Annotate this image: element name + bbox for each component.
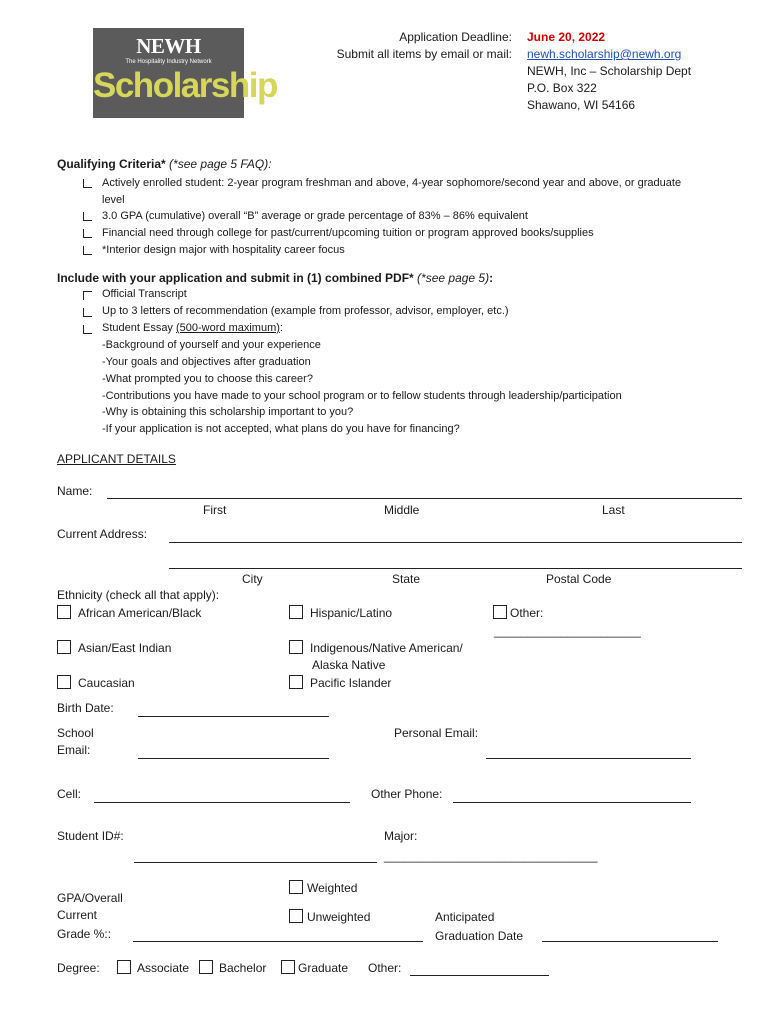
criteria-item: Financial need through college for past/current/upcoming tuition or program approved books/supplies bbox=[102, 227, 594, 239]
degree-bachelor-checkbox[interactable] bbox=[199, 960, 213, 974]
logo-tagline: The Hospitality Industry Network bbox=[125, 59, 212, 65]
include-item: Up to 3 letters of recommendation (example from professor, advisor, employer, etc.) bbox=[102, 305, 509, 317]
first-name-caption: First bbox=[203, 503, 227, 517]
criteria-heading: Qualifying Criteria* bbox=[57, 157, 166, 171]
city-caption: City bbox=[242, 572, 263, 586]
gpa-label-2: Current bbox=[57, 908, 98, 922]
school-email-field[interactable] bbox=[138, 758, 329, 759]
criteria-checkbox[interactable] bbox=[83, 179, 92, 188]
degree-label: Degree: bbox=[57, 961, 100, 975]
criteria-heading-row bbox=[57, 157, 272, 171]
cell-field[interactable] bbox=[94, 802, 350, 803]
ethnicity-indigenous-checkbox[interactable] bbox=[289, 640, 303, 654]
student-id-label: Student ID#: bbox=[57, 829, 124, 843]
criteria-item: *Interior design major with hospitality career focus bbox=[102, 244, 345, 256]
newh-scholarship-logo bbox=[93, 28, 277, 118]
logo-word: Scholarship bbox=[93, 66, 277, 105]
ethnicity-asian-label: Asian/East Indian bbox=[78, 641, 172, 655]
last-name-caption: Last bbox=[602, 503, 625, 517]
deadline-value: June 20, 2022 bbox=[527, 30, 606, 44]
student-id-field[interactable] bbox=[134, 862, 377, 863]
birth-date-field[interactable] bbox=[138, 716, 329, 717]
degree-other-label: Other: bbox=[368, 961, 402, 975]
state-caption: State bbox=[392, 572, 421, 586]
ethnicity-pacific-checkbox[interactable] bbox=[289, 675, 303, 689]
degree-graduate-checkbox[interactable] bbox=[281, 960, 295, 974]
submission-email-link[interactable]: newh.scholarship@newh.org bbox=[527, 47, 682, 61]
ethnicity-indigenous-label-2: Alaska Native bbox=[312, 658, 386, 672]
graduation-date-label: Anticipated bbox=[435, 910, 495, 924]
name-label: Name: bbox=[57, 484, 93, 498]
criteria-checkbox[interactable] bbox=[83, 212, 92, 221]
ethnicity-other-checkbox[interactable] bbox=[493, 605, 507, 619]
other-phone-field[interactable] bbox=[453, 802, 691, 803]
personal-email-field[interactable] bbox=[486, 758, 691, 759]
address-field[interactable] bbox=[169, 542, 742, 543]
essay-point: -Why is obtaining this scholarship important to you? bbox=[102, 406, 354, 418]
unweighted-label: Unweighted bbox=[307, 910, 371, 924]
personal-email-label: Personal Email: bbox=[394, 726, 479, 740]
ethnicity-caucasian-checkbox[interactable] bbox=[57, 675, 71, 689]
essay-item: Student Essay (500-word maximum): bbox=[102, 322, 283, 334]
degree-associate-label: Associate bbox=[137, 961, 190, 975]
school-email-label-2: Email: bbox=[57, 743, 91, 757]
degree-bachelor-label: Bachelor bbox=[219, 961, 267, 975]
ethnicity-african-label: African American/Black bbox=[78, 606, 202, 620]
major-label: Major: bbox=[384, 829, 418, 843]
middle-name-caption: Middle bbox=[384, 503, 420, 517]
criteria-item: 3.0 GPA (cumulative) overall “B” average or grade percentage of 83% – 86% equivalent bbox=[102, 210, 528, 222]
school-email-label: School bbox=[57, 726, 94, 740]
weighted-checkbox[interactable] bbox=[289, 880, 303, 894]
major-field[interactable]: ________________________________ bbox=[384, 849, 598, 863]
ethnicity-label: Ethnicity (check all that apply): bbox=[57, 588, 220, 602]
gpa-label-3: Grade %:: bbox=[57, 927, 112, 941]
applicant-details-title: APPLICANT DETAILS bbox=[57, 452, 176, 466]
ethnicity-african-checkbox[interactable] bbox=[57, 605, 71, 619]
ethnicity-hispanic-checkbox[interactable] bbox=[289, 605, 303, 619]
essay-limit: (500-word maximum) bbox=[176, 322, 280, 334]
degree-associate-checkbox[interactable] bbox=[117, 960, 131, 974]
gpa-label: GPA/Overall bbox=[57, 891, 123, 905]
ethnicity-pacific-label: Pacific Islander bbox=[310, 676, 392, 690]
criteria-checkbox[interactable] bbox=[83, 229, 92, 238]
essay-point: -If your application is not accepted, what plans do you have for financing? bbox=[102, 423, 460, 435]
essay-point: -What prompted you to choose this career? bbox=[102, 373, 313, 385]
include-note: (*see page 5) bbox=[417, 271, 490, 285]
ethnicity-hispanic-label: Hispanic/Latino bbox=[310, 606, 393, 620]
ethnicity-asian-checkbox[interactable] bbox=[57, 640, 71, 654]
mail-address-line: P.O. Box 322 bbox=[527, 81, 597, 95]
address-field-line-2[interactable] bbox=[169, 568, 742, 569]
logo-brand: NEWH bbox=[136, 34, 201, 58]
criteria-checkbox[interactable] bbox=[83, 246, 92, 255]
essay-point: -Background of yourself and your experience bbox=[102, 339, 321, 351]
graduation-date-label-2: Graduation Date bbox=[435, 929, 524, 943]
mail-address-line: NEWH, Inc – Scholarship Dept bbox=[527, 64, 692, 78]
include-checkbox[interactable] bbox=[83, 291, 92, 300]
mail-address-line: Shawano, WI 54166 bbox=[527, 98, 636, 112]
graduation-date-field[interactable] bbox=[542, 941, 718, 942]
include-checkbox[interactable] bbox=[83, 308, 92, 317]
other-phone-label: Other Phone: bbox=[371, 787, 443, 801]
deadline-label: Application Deadline: bbox=[399, 30, 512, 44]
submit-label: Submit all items by email or mail: bbox=[336, 47, 512, 61]
ethnicity-other-field[interactable]: ______________________ bbox=[494, 624, 641, 638]
include-heading: Include with your application and submit in (1) combined PDF* bbox=[57, 271, 414, 285]
degree-other-field[interactable] bbox=[410, 975, 549, 976]
criteria-item: Actively enrolled student: 2-year program freshman and above, 4-year sophomore/second year and above, or graduate bbox=[102, 177, 682, 189]
criteria-note: (*see page 5 FAQ): bbox=[169, 157, 272, 171]
include-item: Official Transcript bbox=[102, 288, 187, 300]
cell-label: Cell: bbox=[57, 787, 82, 801]
gpa-field[interactable] bbox=[133, 941, 423, 942]
unweighted-checkbox[interactable] bbox=[289, 909, 303, 923]
weighted-label: Weighted bbox=[307, 881, 358, 895]
include-heading-row: Include with your application and submit in (1) combined PDF* (*see page 5): bbox=[57, 271, 494, 285]
ethnicity-indigenous-label: Indigenous/Native American/ bbox=[310, 641, 463, 655]
degree-graduate-label: Graduate bbox=[298, 961, 349, 975]
criteria-item-continued: level bbox=[102, 194, 125, 206]
essay-point: -Contributions you have made to your school program or to fellow students through leadership/participation bbox=[102, 390, 622, 402]
include-checkbox[interactable] bbox=[83, 325, 92, 334]
birth-date-label: Birth Date: bbox=[57, 701, 114, 715]
ethnicity-other-label: Other: bbox=[510, 606, 544, 620]
ethnicity-caucasian-label: Caucasian bbox=[78, 676, 135, 690]
essay-point: -Your goals and objectives after graduation bbox=[102, 356, 311, 368]
name-field[interactable] bbox=[107, 498, 742, 499]
address-label: Current Address: bbox=[57, 527, 148, 541]
postal-code-caption: Postal Code bbox=[546, 572, 612, 586]
